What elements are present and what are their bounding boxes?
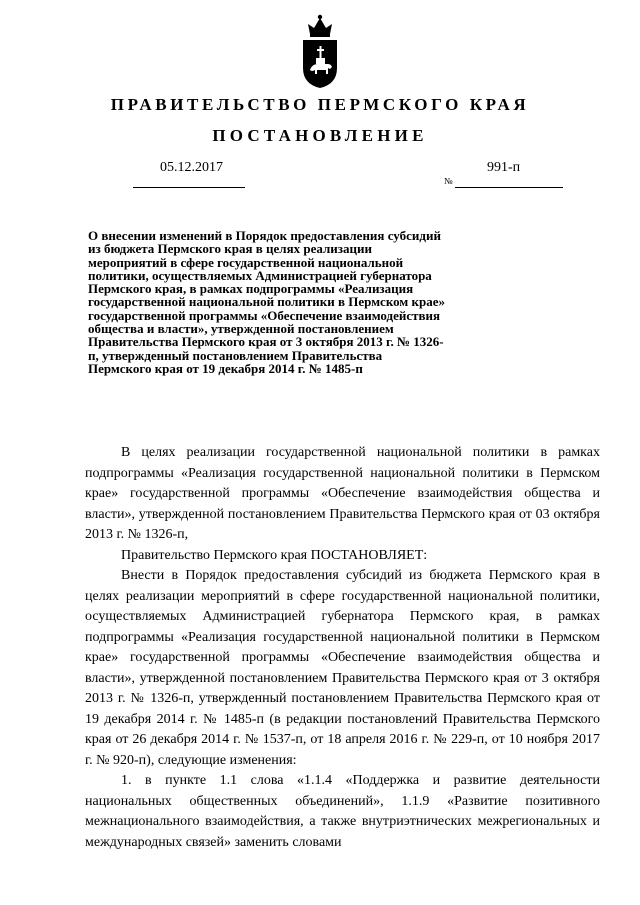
government-title: ПРАВИТЕЛЬСТВО ПЕРМСКОГО КРАЯ [110,95,530,114]
date-underline [133,187,245,188]
document-number: 991-п [487,160,521,175]
document-date: 05.12.2017 [160,160,223,175]
paragraph: В целях реализации государственной национальной политики в рамках подпрограммы «Реализация государственной национальной политики в Пермском крае» государственной программы «Обеспечение взаимодействия общества и власти», утвержденной постановлением Правительства Пермского края от 03 октября 2013 г. № 1326-п, [85,445,600,542]
paragraph: Правительство Пермского края ПОСТАНОВЛЯЕТ: [121,547,428,563]
paragraph: 1. в пункте 1.1 слова «1.1.4 «Поддержка и развитие деятельности национальных общественных объединений», 1.1.9 «Развитие позитивного межнационального взаимодействия, а также внутриэтнических межрегиональных и международных связей» заменить словами [85,773,600,850]
document-type: ПОСТАНОВЛЕНИЕ [212,126,428,145]
number-underline [455,187,563,188]
paragraph: Внести в Порядок предоставления субсидий из бюджета Пермского края в целях реализации мероприятий в сфере государственной национальной политики, осуществляемых Администрацией губернатора Пермского края, в рамках подпрограммы «Реализация государственной национальной политики в Пермском крае» государственной программы «Обеспечение взаимодействия общества и власти», утвержденной постановлением Правительства Пермского края от 3 октября 2013 г. № 1326-п, утвержденный постановлением Правительства Пермского края от 19 декабря 2014 г. № 1485-п (в редакции постановлений Правительства Пермского края от 26 декабря 2014 г. № 1537-п, от 18 апреля 2016 г. № 229-п, от 10 ноября 2017 г. № 920-п), следующие изменения: [85,568,600,768]
coat-of-arms-icon [298,12,342,90]
document-subject: О внесении изменений в Порядок предоставления субсидий из бюджета Пермского края в целях реализации мероприятий в сфере государственной национальной политики, осуществляемых Администрацией губернатора Пермского края, в рамках подпрограммы «Реализация государственной национальной политики в Пермском крае» государственной программы «Обеспечение взаимодействия общества и власти», утвержденной постановлением Правительства Пермского края от 3 октября 2013 г. № 1326-п, утвержденный постановлением Правительства Пермского края от 19 декабря 2014 г. № 1485-п [88,228,445,376]
number-label: № [444,176,453,186]
document-body [85,443,600,853]
